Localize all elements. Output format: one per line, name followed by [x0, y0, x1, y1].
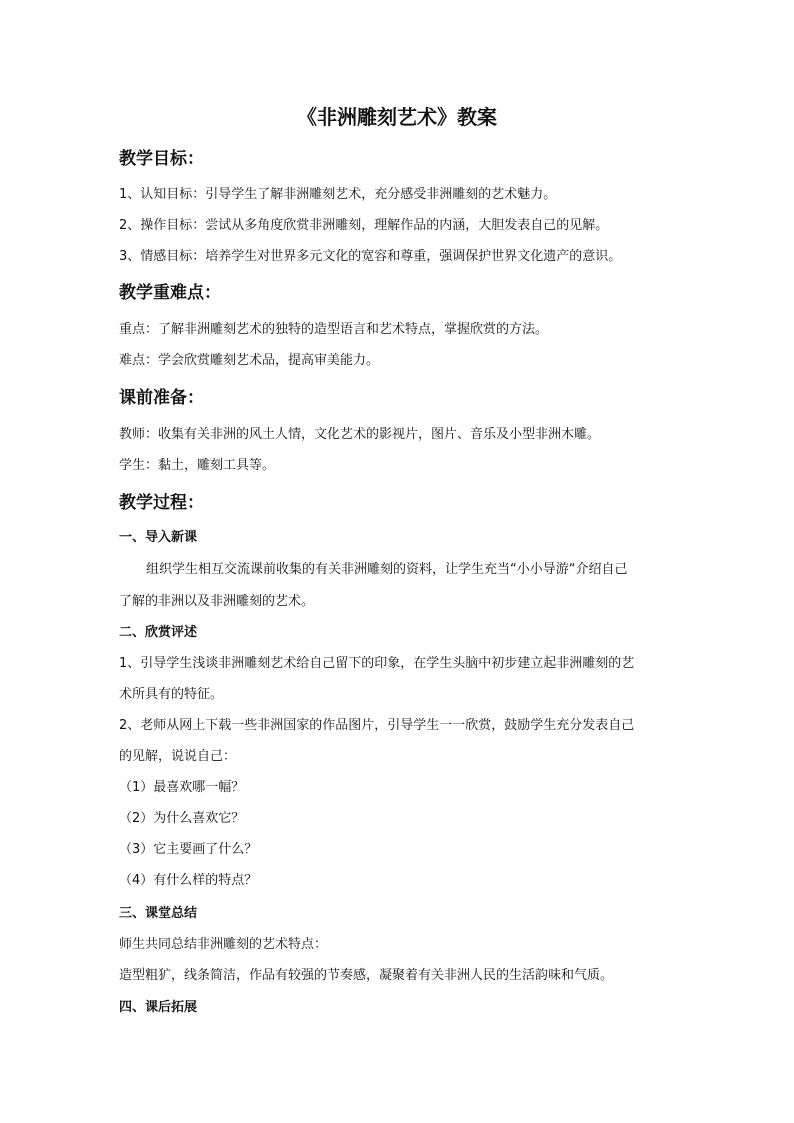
- question-item: （3）它主要画了什么？: [119, 842, 258, 857]
- process-part1-line: 组织学生相互交流课前收集的有关非洲雕刻的资料，让学生充当“小小导游“介绍自己: [146, 562, 628, 577]
- question-item: （2）为什么喜欢它？: [119, 811, 245, 826]
- process-part3-heading: 三、课堂总结: [119, 906, 198, 921]
- objective-cognitive: 1、认知目标：引导学生了解非洲雕刻艺术，充分感受非洲雕刻的艺术魅力。: [119, 187, 557, 202]
- process-part3-line: 造型粗犷，线条简洁，作品有较强的节奏感，凝聚着有关非洲人民的生活韵味和气质。: [119, 968, 614, 983]
- section-heading-key-points: 教学重难点：: [119, 283, 221, 303]
- preparation-students: 学生：黏土，雕刻工具等。: [119, 458, 276, 473]
- document-title: 《非洲雕刻艺术》教案: [297, 105, 497, 129]
- process-part1-heading: 一、导入新课: [119, 530, 198, 545]
- process-part1-line: 了解的非洲以及非洲雕刻的艺术。: [119, 594, 315, 609]
- objective-emotional: 3、情感目标：培养学生对世界多元文化的宽容和尊重，强调保护世界文化遗产的意识。: [119, 249, 622, 264]
- section-heading-process: 教学过程：: [119, 493, 204, 513]
- question-item: （4）有什么样的特点？: [119, 873, 258, 888]
- key-point: 重点：了解非洲雕刻艺术的独特的造型语言和艺术特点，掌握欣赏的方法。: [119, 322, 549, 337]
- preparation-teacher: 教师：收集有关非洲的风土人情，文化艺术的影视片，图片、音乐及小型非洲木雕。: [119, 427, 601, 442]
- process-part2-line: 的见解，说说自己：: [119, 749, 237, 764]
- objective-operational: 2、操作目标：尝试从多角度欣赏非洲雕刻，理解作品的内涵，大胆发表自己的见解。: [119, 218, 609, 233]
- section-heading-objectives: 教学目标：: [119, 149, 204, 169]
- section-heading-preparation: 课前准备：: [119, 388, 204, 408]
- process-part4-heading: 四、课后拓展: [119, 1000, 198, 1015]
- difficult-point: 难点：学会欣赏雕刻艺术品，提高审美能力。: [119, 353, 380, 368]
- process-part3-line: 师生共同总结非洲雕刻的艺术特点：: [119, 937, 328, 952]
- process-part2-heading: 二、欣赏评述: [119, 625, 198, 640]
- process-part2-line: 1、引导学生浅谈非洲雕刻艺术给自己留下的印象，在学生头脑中初步建立起非洲雕刻的艺: [119, 656, 635, 671]
- process-part2-line: 2、老师从网上下载一些非洲国家的作品图片，引导学生一一欣赏，鼓励学生充分发表自己: [119, 718, 635, 733]
- process-part2-line: 术所具有的特征。: [119, 687, 224, 702]
- question-item: （1）最喜欢哪一幅？: [119, 780, 245, 795]
